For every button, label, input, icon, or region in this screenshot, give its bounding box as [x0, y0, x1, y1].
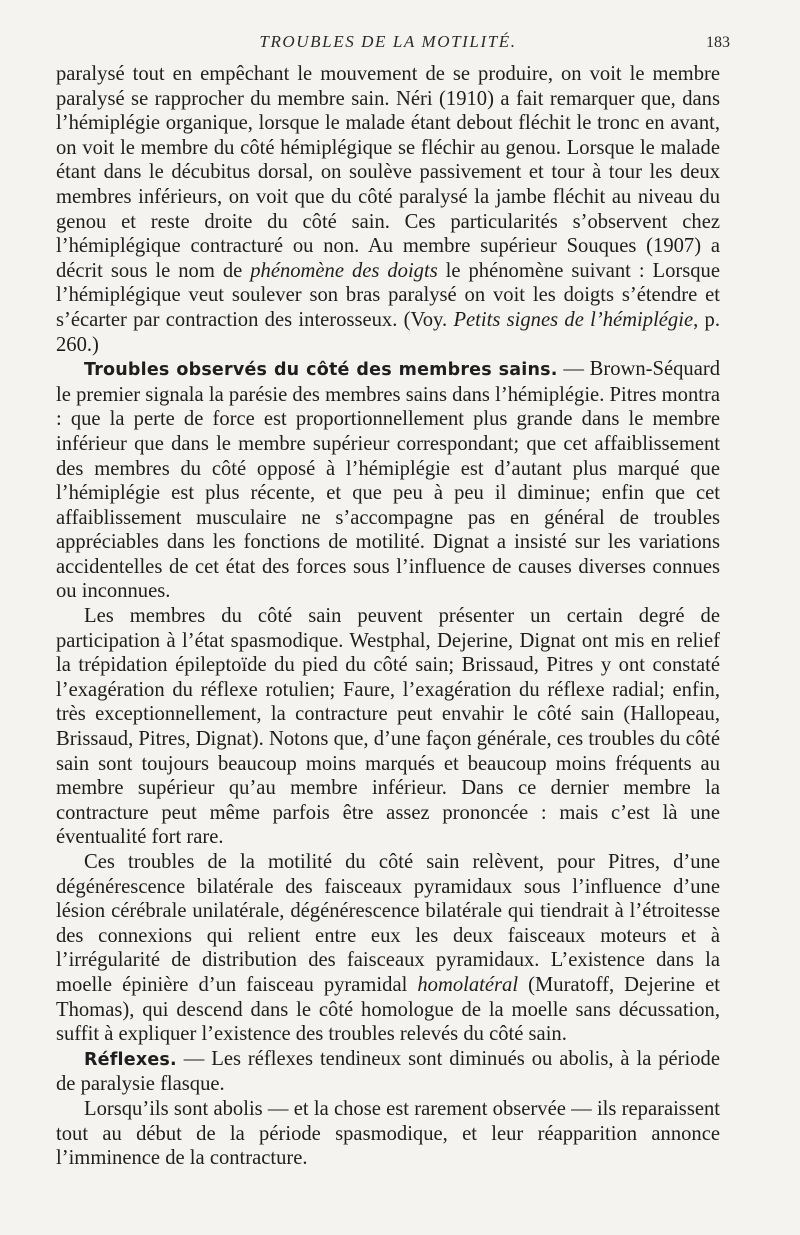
paragraph-spasmodic — [56, 604, 720, 850]
paragraph-text: Lorsqu’ils sont abolis — et la chose est rarement observée — ils reparaissent tout au début de la période spasmodique, et leur réapparition annonce l’imminence de la contracture. — [56, 1097, 720, 1170]
paragraph-continuation — [56, 62, 720, 357]
paragraph-text: (Muratoff, Dejerine et Thomas), qui descend dans le côté homologue de la moelle sans décussation, suffit à expliquer l’existence des troubles relevés du côté sain. — [56, 973, 720, 1046]
paragraph-text: le phénomène suivant : Lorsque l’hémiplégique veut soulever son bras paralysé on voit les doigts s’étendre et s’écarter par contraction des interosseux. (Voy. — [56, 259, 720, 331]
paragraph-text: Ces troubles de la motilité du côté sain relèvent, pour Pitres, d’une dégénérescence bilatérale des faisceaux pyramidaux sous l’influence d’une lésion cérébrale unilatérale, dégénérescence bilatérale qui tiendrait à l’étroitesse des connexions qui relient entre eux les deux faisceaux moteurs et à l’irrégularité de distribution des faisceaux pyramidaux. L’existence dans la moelle épinière d’un faisceau pyramidal — [56, 851, 720, 996]
body-text — [56, 62, 720, 1171]
paragraph-text: — Les réflexes tendineux sont diminués ou abolis, à la période de paralysie flasque. — [56, 1047, 720, 1096]
paragraph-text: , p. 260.) — [56, 308, 720, 356]
page-number: 183 — [706, 34, 730, 51]
paragraph-healthy-side — [56, 357, 720, 604]
paragraph-text: paralysé tout en empêchant le mouvement de se produire, on voit le membre paralysé se rapprocher du membre sain. Néri (1910) a fait remarquer que, dans l’hémiplégie organique, lorsque le malade étant debout fléchit le tronc en avant, on voit le membre du côté hémiplégique se fléchir au genou. Lorsque le malade étant dans le décubitus dorsal, on soulève passivement et tour à tour les deux membres inférieurs, on voit que du côté paralysé la jambe fléchit au niveau du genou et reste droite du côté sain. Ces particularités s’observent chez l’hémiplégique contracturé ou non. Au membre supérieur Souques (1907) a décrit sous le nom de — [56, 63, 720, 282]
paragraph-abolished — [56, 1097, 720, 1171]
section-heading: Troubles observés du côté des membres sains. — [84, 360, 558, 381]
paragraph-text: Les membres du côté sain peuvent présenter un certain degré de participation à l’état spasmodique. Westphal, Dejerine, Dignat ont mis en relief la trépidation épileptoïde du pied du côté sain; Brissaud, Pitres y ont constaté l’exagération du réflexe rotulien; Faure, l’exagération du réflexe radial; enfin, très exceptionnellement, la contracture peut envahir le côté sain (Hallopeau, Brissaud, Pitres, Dignat). Notons que, d’une façon générale, ces troubles du côté sain sont toujours beaucoup moins marqués et beaucoup moins fréquents au membre supérieur qu’au membre inférieur. Dans ce dernier membre la contracture peut même parfois être assez prononcée : mais c’est là une éventualité fort rare. — [56, 605, 720, 849]
italic-term: homolatéral — [417, 973, 519, 996]
italic-term: phénomène des doigts — [250, 259, 438, 282]
paragraph-text: — Brown-Séquard le premier signala la parésie des membres sains dans l’hémiplégie. Pitres montra : que la perte de force est proportionnellement plus grande dans le membre inférieur que dans le membre supérieur correspondant; que cet affaiblissement des membres du côté opposé à l’hémiplégie est d’autant plus marqué que l’hémiplégie est plus récente, et que peu à peu il diminue; enfin que cet affaiblissement musculaire ne s’accompagne pas en général de troubles appréciables dans les fonctions de motilité. Dignat a insisté sur les variations accidentelles de cet état des forces sous l’influence de causes diverses connues ou inconnues. — [56, 358, 721, 603]
running-title: TROUBLES DE LA MOTILITÉ. — [259, 32, 517, 51]
paragraph-reflexes — [56, 1047, 720, 1097]
running-head — [56, 22, 730, 62]
paragraph-pyramidal — [56, 850, 720, 1047]
italic-reference: Petits signes de l’hémiplégie — [453, 308, 694, 331]
section-heading: Réflexes. — [84, 1049, 177, 1070]
